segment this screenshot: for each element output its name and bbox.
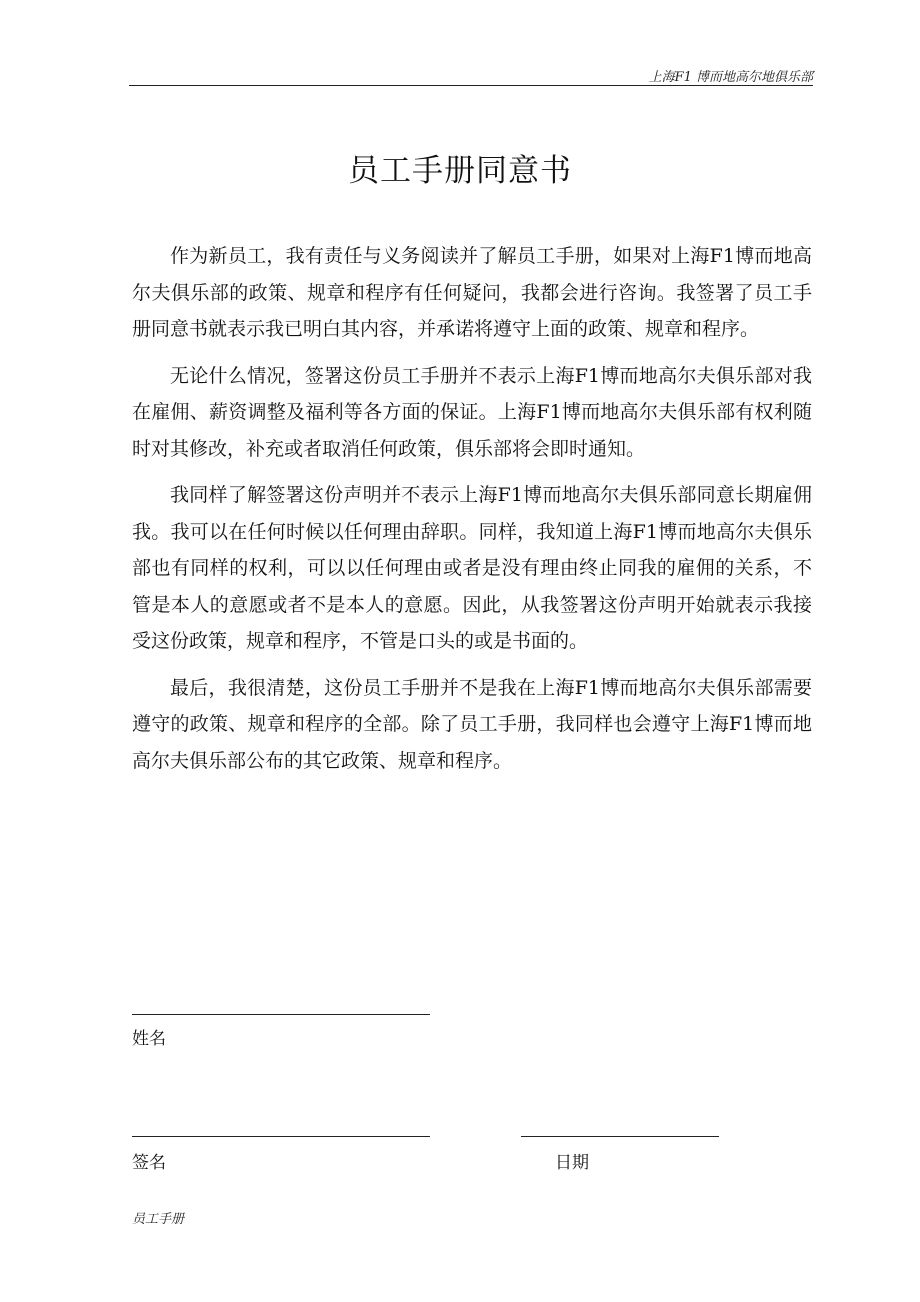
paragraph-4: 最后，我很清楚，这份员工手册并不是我在上海F1博而地高尔夫俱乐部需要遵守的政策、规章和程序的全部。除了员工手册，我同样也会遵守上海F1博而地高尔夫俱乐部公布的其它政策、规章和程序。 [132, 676, 812, 772]
header-divider [129, 85, 813, 86]
document-body [132, 238, 812, 789]
date-label: 日期 [555, 1153, 589, 1173]
name-line [132, 1014, 430, 1015]
date-line [521, 1136, 719, 1137]
paragraph-1: 作为新员工，我有责任与义务阅读并了解员工手册，如果对上海F1博而地高尔夫俱乐部的政策、规章和程序有任何疑问，我都会进行咨询。我签署了员工手册同意书就表示我已明白其内容，并承诺将遵守上面的政策、规章和程序。 [132, 245, 812, 340]
running-header: 上海F1 博而地高尔地俱乐部 [648, 70, 813, 85]
signature-label: 签名 [132, 1153, 166, 1173]
running-footer: 员工手册 [132, 1212, 185, 1227]
signature-line [132, 1136, 430, 1137]
document-title: 员工手册同意书 [348, 153, 572, 189]
paragraph-2: 无论什么情况，签署这份员工手册并不表示上海F1博而地高尔夫俱乐部对我在雇佣、薪资调整及福利等各方面的保证。上海F1博而地高尔夫俱乐部有权利随时对其修改，补充或者取消任何政策，俱乐部将会即时通知。 [132, 364, 812, 460]
name-label: 姓名 [132, 1029, 166, 1049]
paragraph-3: 我同样了解签署这份声明并不表示上海F1博而地高尔夫俱乐部同意长期雇佣我。我可以在任何时候以任何理由辞职。同样，我知道上海F1博而地高尔夫俱乐部也有同样的权利，可以以任何理由或者是没有理由终止同我的雇佣的关系，不管是本人的意愿或者不是本人的意愿。因此，从我签署这份声明开始就表示我接受这份政策，规章和程序，不管是口头的或是书面的。 [132, 484, 812, 652]
